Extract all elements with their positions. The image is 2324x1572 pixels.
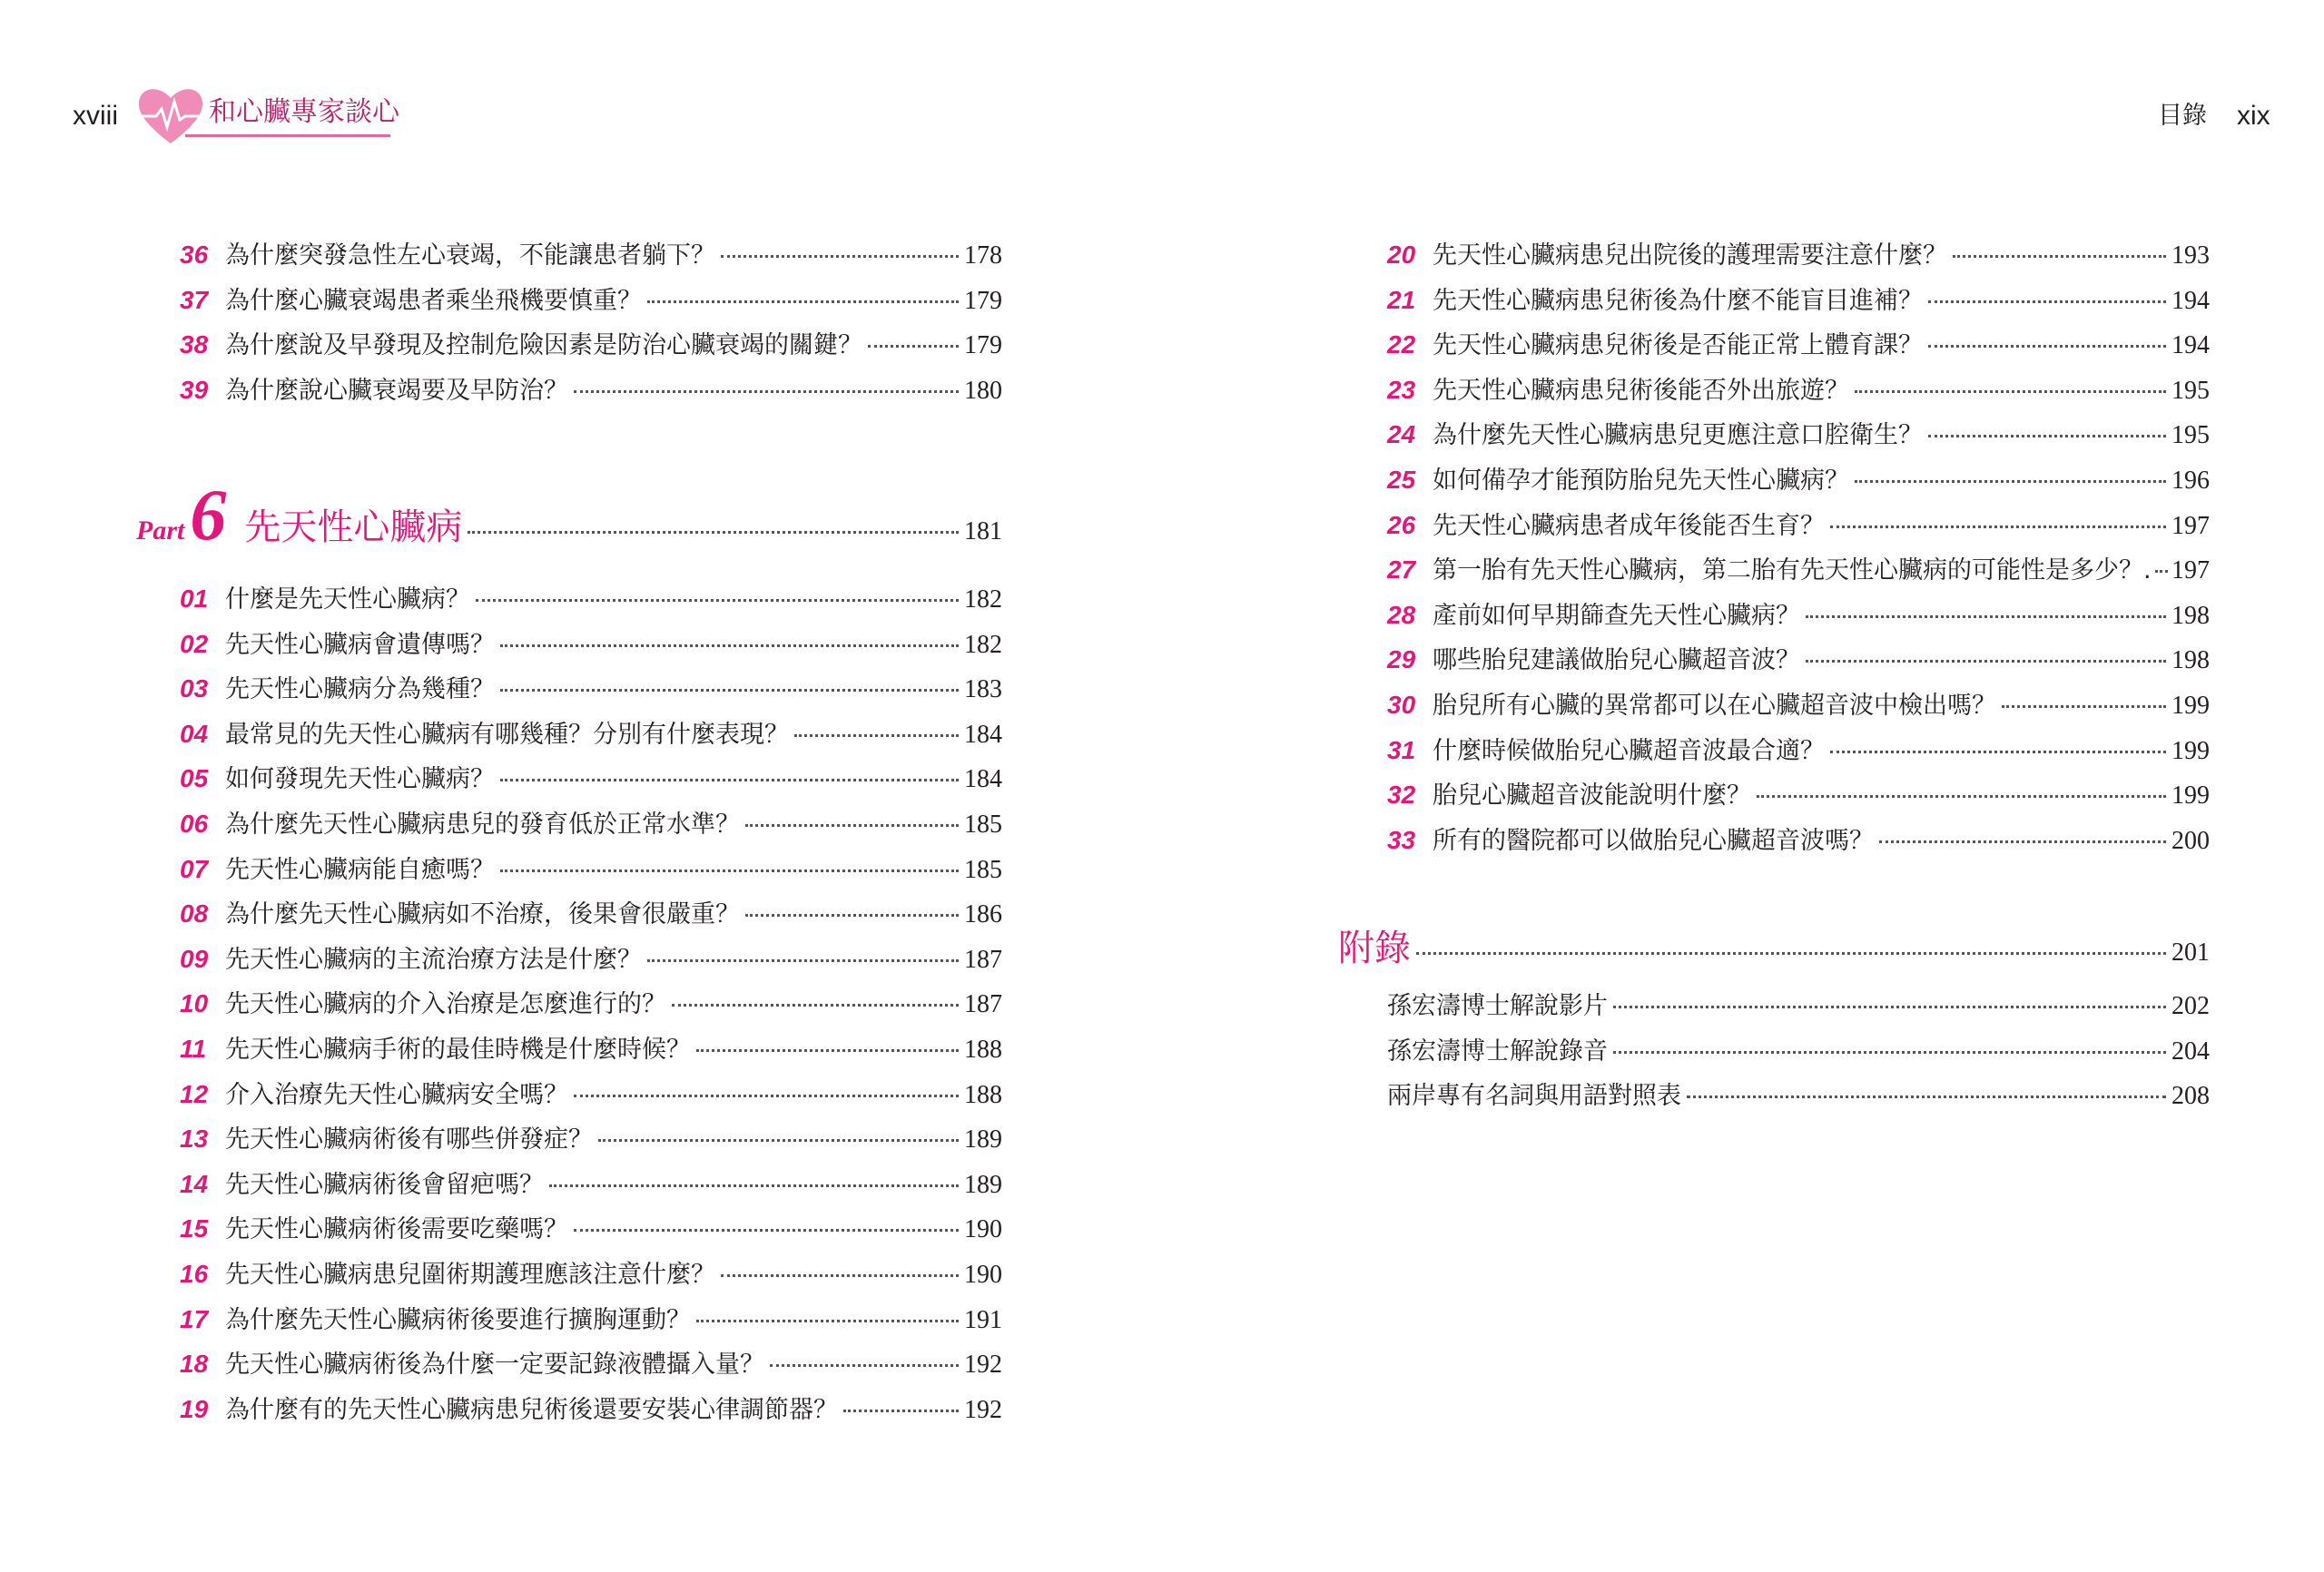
entry-title: 孫宏濤博士解說影片	[1387, 992, 1608, 1020]
dot-leader	[549, 1184, 959, 1187]
entry-page: 197	[2171, 556, 2210, 585]
entry-number: 38	[180, 330, 209, 359]
toc-entry[interactable]	[1387, 503, 2210, 548]
entry-title: 為什麼先天性心臟病患兒的發育低於正常水準？	[225, 810, 740, 839]
entry-page: 187	[964, 945, 1002, 974]
entry-page: 202	[2171, 992, 2210, 1020]
toc-entry[interactable]	[180, 756, 1002, 801]
entry-page: 191	[964, 1305, 1002, 1334]
entry-title: 最常見的先天性心臟病有哪幾種？分別有什麼表現？	[225, 720, 789, 749]
entry-title: 孫宏濤博士解說錄音	[1387, 1037, 1608, 1066]
dot-leader	[1757, 795, 2166, 798]
entry-title: 所有的醫院都可以做胎兒心臟超音波嗎？	[1433, 826, 1874, 855]
dot-leader	[2002, 705, 2166, 708]
part-page: 181	[964, 517, 1002, 545]
entry-title: 為什麼先天性心臟病術後要進行擴胸運動？	[225, 1305, 691, 1334]
entry-title: 先天性心臟病患兒圍術期護理應該注意什麼？	[225, 1260, 715, 1289]
entry-number: 20	[1387, 241, 1416, 269]
toc-right	[1387, 232, 2210, 862]
entry-number: 07	[180, 854, 209, 883]
dot-leader	[1953, 255, 2166, 258]
entry-title: 第一胎有先天性心臟病，第二胎有先天性心臟病的可能性是多少？.	[1433, 556, 2152, 585]
appendix-entry[interactable]	[1387, 984, 2210, 1029]
entry-number: 09	[180, 944, 209, 973]
dot-leader	[647, 959, 959, 962]
dot-leader	[468, 531, 959, 534]
dot-leader	[574, 1095, 959, 1097]
dot-leader	[721, 1274, 959, 1277]
entry-number: 19	[180, 1394, 209, 1423]
entry-page: 182	[964, 585, 1002, 614]
dot-leader	[745, 824, 959, 827]
dot-leader	[1613, 1006, 2166, 1008]
toc-entry[interactable]	[1387, 683, 2210, 728]
entry-page: 199	[2171, 736, 2210, 765]
entry-number: 14	[180, 1169, 209, 1198]
entry-number: 08	[180, 899, 209, 928]
dot-leader	[500, 870, 959, 872]
part-heading[interactable]	[136, 476, 1002, 556]
entry-page: 188	[964, 1035, 1002, 1064]
appendix-list	[1387, 984, 2210, 1119]
toc-entry[interactable]	[180, 368, 1002, 413]
entry-title: 為什麼突發急性左心衰竭，不能讓患者躺下？	[225, 241, 715, 270]
entry-page: 183	[964, 675, 1002, 704]
dot-leader	[721, 255, 959, 258]
toc-left-main	[180, 576, 1002, 1431]
dot-leader	[1879, 840, 2166, 843]
entry-page: 192	[964, 1395, 1002, 1424]
entry-title: 先天性心臟病的介入治療是怎麼進行的？	[225, 990, 666, 1019]
entry-number: 27	[1387, 555, 1416, 585]
entry-title: 先天性心臟病患兒術後能否外出旅遊？	[1433, 376, 1849, 405]
entry-number: 17	[180, 1304, 209, 1333]
entry-title: 先天性心臟病患者成年後能否生育？	[1433, 511, 1825, 540]
entry-page: 192	[964, 1351, 1002, 1380]
toc-entry[interactable]	[1387, 457, 2210, 503]
entry-title: 先天性心臟病分為幾種？	[225, 675, 495, 704]
appendix-entry[interactable]	[1387, 1074, 2210, 1119]
dot-leader	[2155, 570, 2168, 573]
entry-title: 什麼是先天性心臟病？	[225, 585, 470, 614]
entry-page: 185	[964, 855, 1002, 884]
toc-entry[interactable]	[180, 1116, 1002, 1162]
toc-entry[interactable]	[180, 622, 1002, 667]
entry-title: 介入治療先天性心臟病安全嗎？	[225, 1080, 568, 1109]
dot-leader	[672, 1004, 959, 1007]
entry-page: 187	[964, 990, 1002, 1019]
entry-page: 190	[964, 1260, 1002, 1289]
toc-entry[interactable]	[180, 322, 1002, 368]
dot-leader	[1687, 1095, 2166, 1098]
entry-title: 先天性心臟病患兒出院後的護理需要注意什麼？	[1433, 241, 1947, 270]
entry-title: 先天性心臟病術後會留疤嗎？	[225, 1170, 544, 1199]
entry-number: 10	[180, 989, 209, 1018]
dot-leader	[1855, 390, 2166, 393]
entry-number: 22	[1387, 330, 1416, 359]
dot-leader	[1928, 300, 2166, 303]
entry-number: 18	[180, 1350, 209, 1379]
toc-entry[interactable]	[180, 1162, 1002, 1207]
entry-title: 為什麼有的先天性心臟病患兒術後還要安裝心律調節器？	[225, 1395, 838, 1424]
entry-title: 為什麼心臟衰竭患者乘坐飛機要慎重？	[225, 286, 642, 315]
entry-title: 胎兒心臟超音波能說明什麼？	[1433, 781, 1751, 811]
entry-number: 25	[1387, 465, 1416, 494]
entry-title: 先天性心臟病術後需要吃藥嗎？	[225, 1215, 568, 1244]
toc-entry[interactable]	[180, 1072, 1002, 1117]
entry-number: 30	[1387, 690, 1416, 719]
entry-page: 193	[2171, 241, 2210, 270]
entry-title: 如何發現先天性心臟病？	[225, 765, 495, 794]
toc-entry[interactable]	[1387, 232, 2210, 278]
entry-page: 178	[964, 241, 1002, 270]
entry-title: 為什麼先天性心臟病如不治療，後果會很嚴重？	[225, 900, 740, 929]
entry-title: 先天性心臟病術後有哪些併發症？	[225, 1125, 593, 1154]
toc-left-top	[180, 232, 1002, 412]
entry-number: 32	[1387, 781, 1416, 810]
entry-page: 195	[2171, 376, 2210, 405]
entry-title: 什麼時候做胎兒心臟超音波最合適？	[1433, 736, 1825, 765]
entry-title: 為什麼說及早發現及控制危險因素是防治心臟衰竭的關鍵？	[225, 331, 862, 360]
dot-leader	[1416, 952, 2166, 955]
entry-title: 先天性心臟病手術的最佳時機是什麼時候？	[225, 1035, 691, 1064]
entry-number: 21	[1387, 285, 1416, 314]
entry-page: 197	[2171, 511, 2210, 540]
entry-number: 13	[180, 1125, 209, 1154]
dot-leader	[500, 779, 959, 781]
part-title: 先天性心臟病	[244, 506, 463, 548]
entry-number: 33	[1387, 825, 1416, 854]
dot-leader	[1830, 751, 2166, 753]
entry-title: 先天性心臟病會遺傳嗎？	[225, 630, 495, 659]
entry-page: 198	[2171, 601, 2210, 630]
entry-page: 204	[2171, 1037, 2210, 1066]
dot-leader	[574, 390, 959, 393]
entry-page: 199	[2171, 781, 2210, 811]
entry-number: 26	[1387, 510, 1416, 539]
entry-number: 16	[180, 1259, 209, 1288]
dot-leader	[696, 1320, 959, 1322]
section-name: 目錄	[2158, 102, 2207, 130]
entry-title: 為什麼說心臟衰竭要及早防治？	[225, 376, 568, 405]
appendix-heading[interactable]	[1338, 919, 2210, 974]
dot-leader	[868, 345, 959, 348]
entry-page: 185	[964, 810, 1002, 839]
entry-page: 194	[2171, 331, 2210, 360]
entry-number: 24	[1387, 420, 1416, 449]
entry-number: 04	[180, 719, 209, 748]
book-title: 和心臟專家談心	[209, 96, 399, 128]
dot-leader	[1806, 660, 2166, 663]
appendix-entry[interactable]	[1387, 1029, 2210, 1075]
entry-number: 11	[180, 1034, 207, 1063]
entry-page: 189	[964, 1125, 1002, 1154]
entry-page: 179	[964, 286, 1002, 315]
toc-entry[interactable]	[180, 576, 1002, 622]
toc-entry[interactable]	[180, 232, 1002, 278]
entry-page: 196	[2171, 466, 2210, 495]
entry-title: 胎兒所有心臟的異常都可以在心臟超音波中檢出嗎？	[1433, 691, 1996, 720]
toc-entry[interactable]	[1387, 278, 2210, 323]
heart-icon	[134, 84, 207, 149]
dot-leader	[1613, 1051, 2166, 1054]
toc-entry[interactable]	[1387, 728, 2210, 773]
dot-leader	[1855, 480, 2166, 483]
entry-page: 190	[964, 1215, 1002, 1244]
dot-leader	[745, 914, 959, 917]
entry-number: 36	[180, 241, 209, 269]
dot-leader	[696, 1049, 959, 1052]
toc-entry[interactable]	[180, 847, 1002, 892]
toc-entry[interactable]	[1387, 593, 2210, 638]
entry-page: 184	[964, 765, 1002, 794]
dot-leader	[500, 644, 959, 647]
dot-leader	[647, 300, 959, 303]
entry-number: 03	[180, 674, 209, 703]
left-page-number: xviii	[73, 101, 118, 131]
entry-page: 184	[964, 720, 1002, 749]
right-page-number: xix	[2237, 101, 2270, 131]
dot-leader	[1830, 526, 2166, 528]
title-underline	[185, 134, 390, 137]
toc-entry[interactable]	[1387, 412, 2210, 457]
entry-number: 39	[180, 375, 209, 404]
toc-entry[interactable]	[180, 712, 1002, 757]
toc-entry[interactable]	[180, 801, 1002, 847]
entry-number: 15	[180, 1214, 209, 1243]
toc-entry[interactable]	[1387, 368, 2210, 413]
entry-number: 01	[180, 585, 209, 613]
dot-leader	[476, 599, 959, 602]
toc-entry[interactable]	[180, 1027, 1002, 1072]
toc-entry[interactable]	[1387, 772, 2210, 818]
toc-entry[interactable]	[180, 937, 1002, 982]
entry-title: 先天性心臟病患兒術後為什麼不能盲目進補？	[1433, 286, 1923, 315]
entry-number: 23	[1387, 375, 1416, 404]
dot-leader	[843, 1410, 959, 1412]
toc-entry[interactable]	[1387, 818, 2210, 863]
entry-number: 37	[180, 285, 209, 314]
entry-number: 02	[180, 629, 209, 658]
toc-entry[interactable]	[180, 981, 1002, 1027]
toc-entry[interactable]	[180, 1206, 1002, 1252]
dot-leader	[794, 734, 959, 737]
entry-page: 208	[2171, 1082, 2210, 1111]
entry-number: 05	[180, 764, 209, 793]
appendix-title: 附錄	[1338, 928, 1411, 969]
dot-leader	[1806, 615, 2166, 618]
entry-page: 195	[2171, 421, 2210, 450]
dot-leader	[770, 1364, 959, 1367]
entry-page: 198	[2171, 646, 2210, 675]
entry-title: 如何備孕才能預防胎兒先天性心臟病？	[1433, 466, 1849, 495]
entry-title: 為什麼先天性心臟病患兒更應注意口腔衛生？	[1433, 421, 1923, 450]
entry-number: 28	[1387, 600, 1416, 629]
part-number: 6	[190, 476, 227, 555]
dot-leader	[598, 1139, 959, 1142]
toc-entry[interactable]	[180, 1252, 1002, 1297]
dot-leader	[574, 1229, 959, 1232]
entry-number: 31	[1387, 735, 1416, 764]
toc-entry[interactable]	[1387, 547, 2210, 593]
appendix-page: 201	[2171, 938, 2210, 967]
entry-number: 29	[1387, 645, 1416, 674]
entry-number: 06	[180, 809, 209, 838]
entry-page: 180	[964, 376, 1002, 405]
toc-entry[interactable]	[1387, 637, 2210, 683]
entry-title: 先天性心臟病的主流治療方法是什麼？	[225, 945, 642, 974]
toc-entry[interactable]	[180, 666, 1002, 712]
toc-entry[interactable]	[180, 891, 1002, 937]
entry-title: 哪些胎兒建議做胎兒心臟超音波？	[1433, 646, 1800, 675]
entry-title: 兩岸專有名詞與用語對照表	[1387, 1082, 1681, 1111]
dot-leader	[500, 689, 959, 692]
toc-entry[interactable]	[180, 1297, 1002, 1342]
entry-page: 179	[964, 331, 1002, 360]
entry-title: 先天性心臟病患兒術後是否能正常上體育課？	[1433, 331, 1923, 360]
book-logo	[134, 84, 398, 149]
entry-number: 12	[180, 1079, 209, 1108]
dot-leader	[1928, 435, 2166, 437]
entry-title: 先天性心臟病能自癒嗎？	[225, 855, 495, 884]
entry-page: 188	[964, 1080, 1002, 1109]
toc-entry[interactable]	[180, 1387, 1002, 1432]
entry-title: 產前如何早期篩查先天性心臟病？	[1433, 601, 1800, 630]
toc-entry[interactable]	[180, 278, 1002, 323]
entry-page: 199	[2171, 691, 2210, 720]
dot-leader	[1928, 345, 2166, 348]
entry-page: 182	[964, 630, 1002, 659]
toc-entry[interactable]	[180, 1341, 1002, 1387]
toc-entry[interactable]	[1387, 322, 2210, 368]
part-label: Part	[136, 516, 185, 545]
entry-page: 189	[964, 1170, 1002, 1199]
entry-page: 186	[964, 900, 1002, 929]
entry-page: 194	[2171, 286, 2210, 315]
entry-title: 先天性心臟病術後為什麼一定要記錄液體攝入量？	[225, 1351, 764, 1380]
entry-page: 200	[2171, 826, 2210, 855]
